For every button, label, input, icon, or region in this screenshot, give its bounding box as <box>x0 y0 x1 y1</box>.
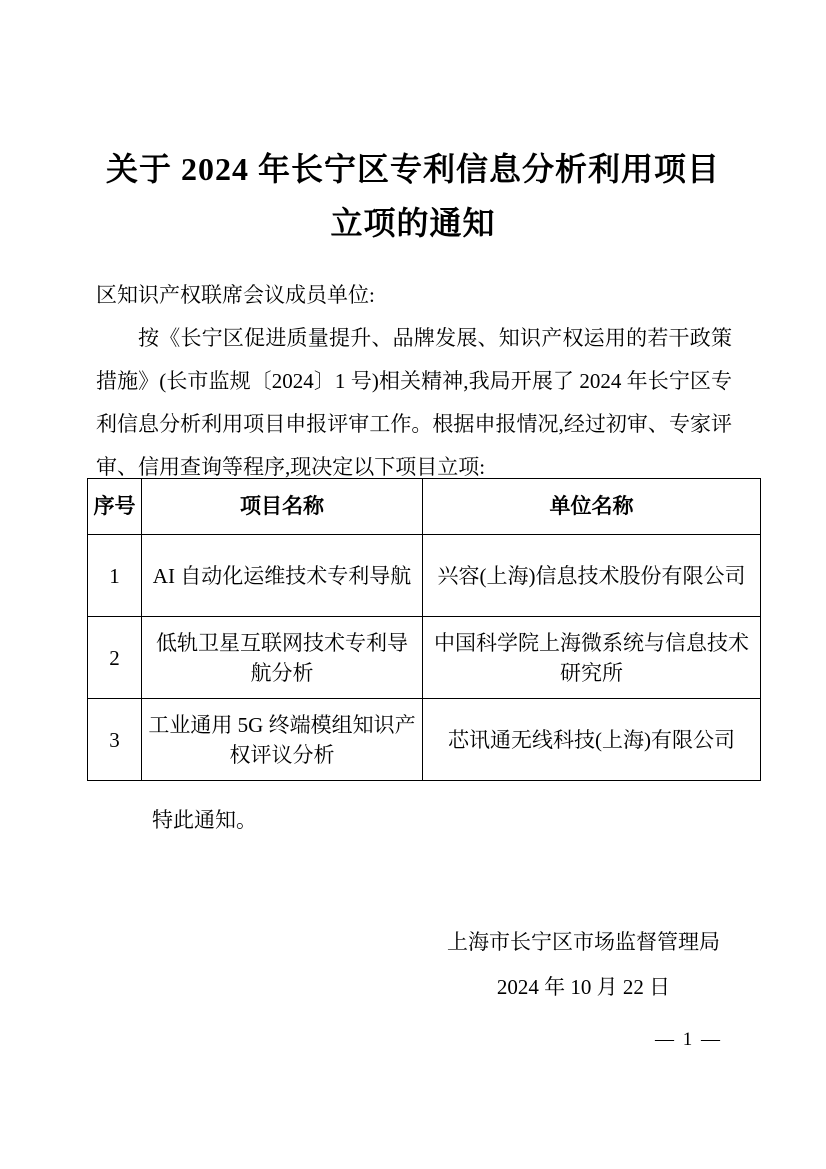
cell-unit-name: 兴容(上海)信息技术股份有限公司 <box>423 535 761 617</box>
approved-projects-table <box>87 478 761 781</box>
page-number: — 1 — <box>655 1029 722 1050</box>
header-project-name: 项目名称 <box>142 479 423 535</box>
cell-serial-number: 3 <box>88 699 142 781</box>
document-title-line2: 立项的通知 <box>330 205 496 241</box>
table-row <box>88 535 761 617</box>
issue-date: 2024 年 10 月 22 日 <box>496 975 671 999</box>
document-body <box>96 274 732 489</box>
cell-serial-number: 2 <box>88 617 142 699</box>
closing-line: 特此通知。 <box>152 808 257 832</box>
cell-serial-number: 1 <box>88 535 142 617</box>
issuer-name: 上海市长宁区市场监督管理局 <box>447 930 720 954</box>
table-row <box>88 617 761 699</box>
salutation-line: 区知识产权联席会议成员单位: <box>96 283 375 307</box>
table-row <box>88 699 761 781</box>
table-header-row <box>88 479 761 535</box>
cell-unit-name: 中国科学院上海微系统与信息技术研究所 <box>423 617 761 699</box>
header-unit-name: 单位名称 <box>423 479 761 535</box>
document-title-line1: 关于 2024 年长宁区专利信息分析利用项目 <box>105 151 720 187</box>
cell-unit-name: 芯讯通无线科技(上海)有限公司 <box>423 699 761 781</box>
body-paragraph: 按《长宁区促进质量提升、品牌发展、知识产权运用的若干政策措施》(长市监规〔2024〕1 号)相关精神,我局开展了 2024 年长宁区专利信息分析利用项目申报评审工作。根据申报情况,经过初审、专家评审、信用查询等程序,现决定以下项目立项: <box>96 326 732 479</box>
cell-project-name: 低轨卫星互联网技术专利导航分析 <box>142 617 423 699</box>
document-title <box>0 142 826 250</box>
signature-block <box>447 920 720 1010</box>
cell-project-name: 工业通用 5G 终端模组知识产权评议分析 <box>142 699 423 781</box>
cell-project-name: AI 自动化运维技术专利导航 <box>142 535 423 617</box>
header-serial-number: 序号 <box>88 479 142 535</box>
